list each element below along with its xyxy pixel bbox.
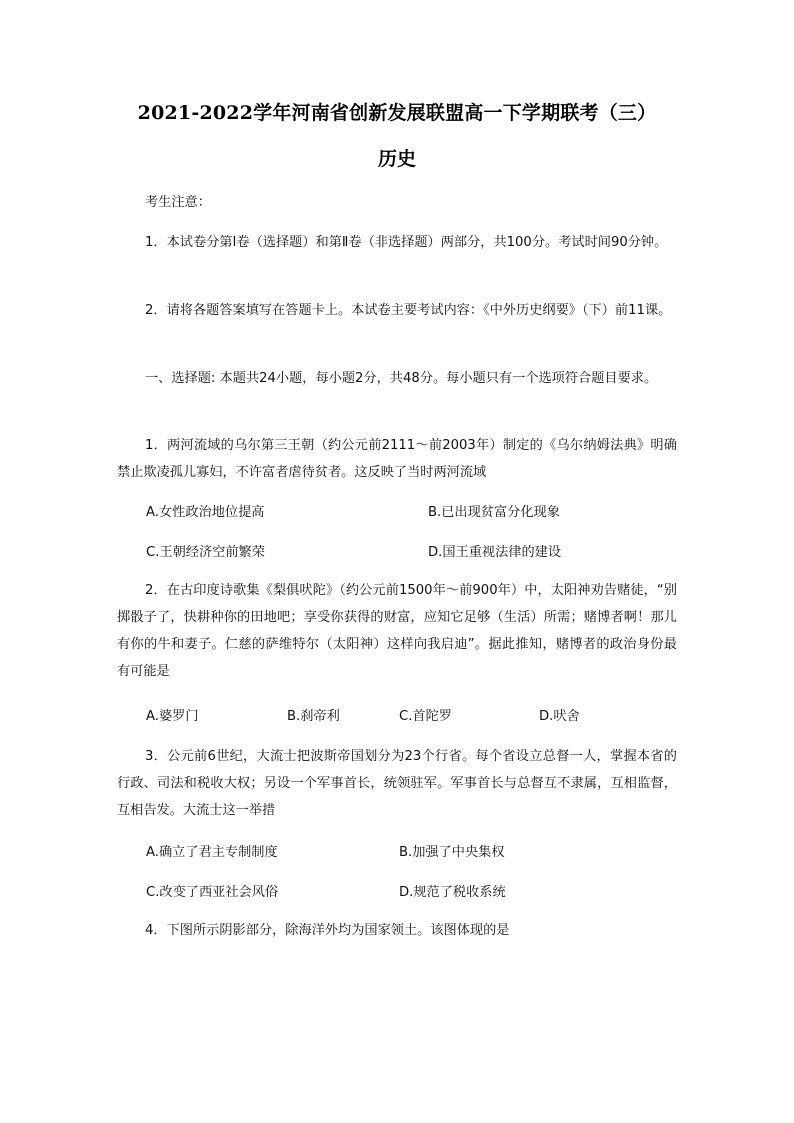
notice-heading: 考生注意： <box>145 195 211 210</box>
question-2-option-d: D.吠舍 <box>539 709 580 724</box>
question-4-stem: 4．下图所示阴影部分，除海洋外均为国家领土。该图体现的是 <box>145 923 510 938</box>
question-2-option-c: C.首陀罗 <box>399 709 452 724</box>
question-2-stem: 2．在古印度诗歌集《梨俱吠陀》（约公元前1500年～前900年）中，太阳神劝告赌徒，“别掷骰子了，快耕种你的田地吧；享受你获得的财富，应知它足够（生活）所需；赌博者啊！那儿有你的牛和妻子。仁慈的萨维特尔（太阳神）这样向我启迪”。据此推知，赌博者的政治身份最有可能是 <box>117 583 677 679</box>
question-2-option-b: B.刹帝利 <box>287 709 340 724</box>
exam-subject: 历史 <box>377 148 416 170</box>
question-1-option-a: A.女性政治地位提高 <box>146 505 265 520</box>
question-1-option-c: C.王朝经济空前繁荣 <box>146 545 265 560</box>
question-1-option-d: D.国王重视法律的建设 <box>428 545 562 560</box>
question-3-option-b: B.加强了中央集权 <box>399 845 505 860</box>
question-1-stem: 1．两河流域的乌尔第三王朝（约公元前2111～前2003年）制定的《乌尔纳姆法典》明确禁止欺凌孤儿寡妇，不许富者虐待贫者。这反映了当时两河流域 <box>117 438 677 480</box>
question-3-option-c: C.改变了西亚社会风俗 <box>146 885 279 900</box>
question-1-option-b: B.已出现贫富分化现象 <box>428 505 560 520</box>
notice-item-1: 1．本试卷分第Ⅰ卷（选择题）和第Ⅱ卷（非选择题）两部分，共100分。考试时间90分钟。 <box>145 235 668 250</box>
notice-item-2: 2．请将各题答案填写在答题卡上。本试卷主要考试内容：《中外历史纲要》（下）前11课。 <box>145 303 672 318</box>
question-2-option-a: A.婆罗门 <box>146 709 199 724</box>
question-3-stem: 3．公元前6世纪，大流士把波斯帝国划分为23个行省。每个省设立总督一人，掌握本省的行政、司法和税收大权；另设一个军事首长，统领驻军。军事首长与总督互不隶属，互相监督，互相告发。大流士这一举措 <box>117 749 677 818</box>
section-heading: 一、选择题: 本题共24小题，每小题2分，共48分。每小题只有一个选项符合题目要求。 <box>145 371 658 386</box>
question-3-option-d: D.规范了税收系统 <box>399 885 506 900</box>
exam-title: 2021-2022学年河南省创新发展联盟高一下学期联考（三） <box>137 102 657 124</box>
question-3-option-a: A.确立了君主专制制度 <box>146 845 278 860</box>
